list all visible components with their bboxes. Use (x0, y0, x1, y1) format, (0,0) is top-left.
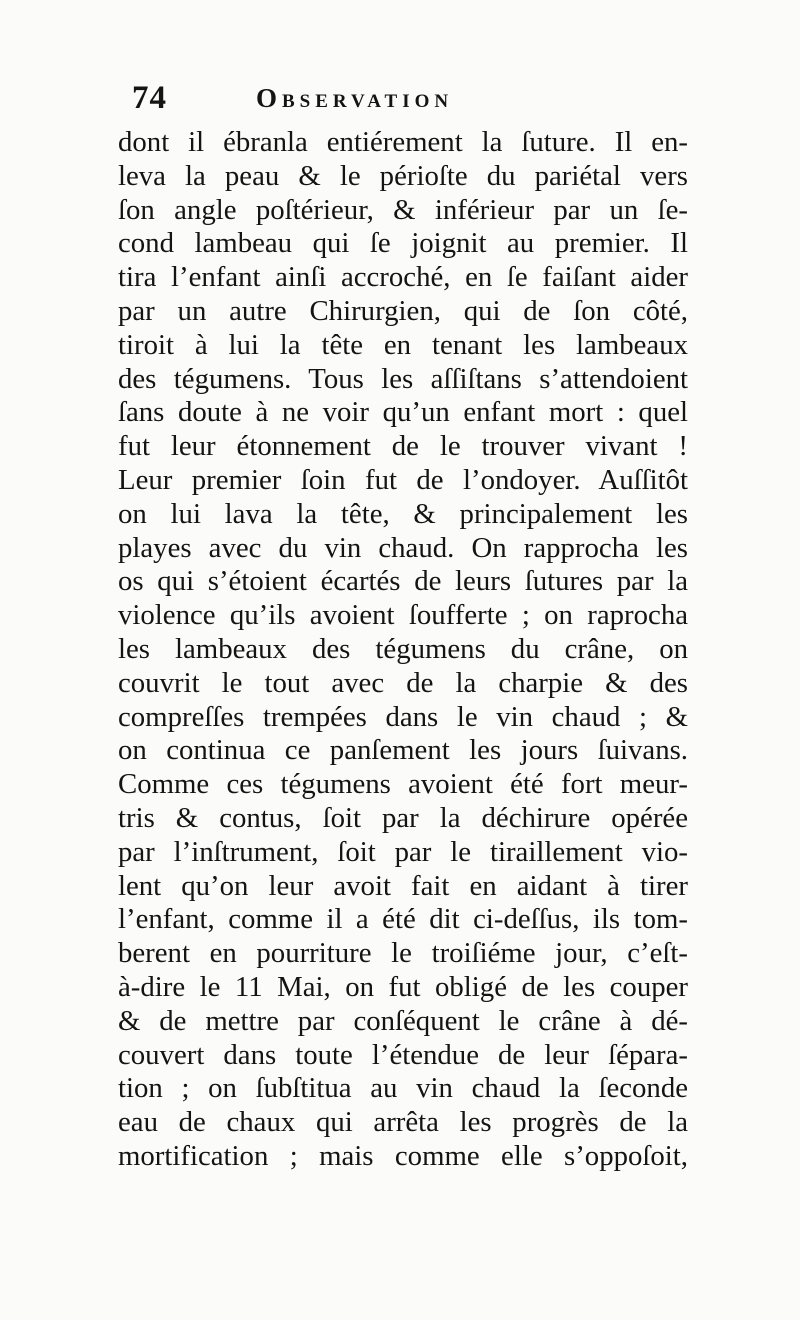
text-line-6: par un autre Chirurgien, qui de ſon côté, (118, 294, 688, 327)
text-line-2: leva la peau & le périoſte du pariétal vers (118, 159, 688, 192)
text-line-15: violence qu’ils avoient ſoufferte ; on raprocha (118, 599, 688, 632)
text-line-7: tiroit à lui la tête en tenant les lambeaux (118, 328, 688, 361)
text-line-1: dont il ébranla entiérement la ſuture. Il en- (118, 126, 688, 158)
text-line-14: os qui s’étoient écartés de leurs ſutures par la (118, 565, 688, 598)
running-head (132, 80, 692, 124)
text-line-24: l’enfant, comme il a été dit ci-deſſus, ils tom- (118, 903, 688, 936)
text-line-27: & de mettre par conſéquent le crâne à dé- (118, 1004, 688, 1037)
text-line-10: fut leur étonnement de le trouver vivant ! (118, 430, 688, 463)
running-title: Observation (256, 83, 454, 113)
text-line-8: des tégumens. Tous les aſſiſtans s’attendoient (118, 362, 688, 395)
text-line-12: on lui lava la tête, & principalement les (118, 497, 688, 530)
text-line-16: les lambeaux des tégumens du crâne, on (118, 632, 688, 665)
text-line-26: à-dire le 11 Mai, on fut obligé de les couper (118, 970, 688, 1003)
text-line-11: Leur premier ſoin fut de l’ondoyer. Auſſitôt (118, 463, 688, 496)
text-line-17: couvrit le tout avec de la charpie & des (118, 666, 688, 699)
text-line-13: playes avec du vin chaud. On rapprocha les (118, 531, 688, 564)
text-line-23: lent qu’on leur avoit fait en aidant à tirer (118, 869, 688, 902)
text-line-31: mortification ; mais comme elle s’oppoſoit, (118, 1139, 688, 1172)
text-line-9: ſans doute à ne voir qu’un enfant mort : quel (118, 396, 688, 429)
text-line-21: tris & contus, ſoit par la déchirure opérée (118, 801, 688, 834)
text-line-25: berent en pourriture le troiſiéme jour, c’eſt- (118, 937, 688, 970)
text-line-4: cond lambeau qui ſe joignit au premier. Il (118, 227, 688, 260)
text-line-20: Comme ces tégumens avoient été fort meur- (118, 768, 688, 801)
page-number: 74 (132, 80, 167, 116)
text-line-3: ſon angle poſtérieur, & inférieur par un ſe- (118, 193, 688, 226)
text-line-18: compreſſes trempées dans le vin chaud ; & (118, 700, 688, 733)
text-line-28: couvert dans toute l’étendue de leur ſépara- (118, 1038, 688, 1071)
text-line-30: eau de chaux qui arrêta les progrès de la (118, 1106, 688, 1139)
text-line-5: tira l’enfant ainſi accroché, en ſe faiſant aider (118, 261, 688, 294)
body-text (118, 126, 688, 1174)
text-line-19: on continua ce panſement les jours ſuivans. (118, 734, 688, 767)
text-line-22: par l’inſtrument, ſoit par le tiraillement vio- (118, 835, 688, 868)
text-line-29: tion ; on ſubſtitua au vin chaud la ſeconde (118, 1072, 688, 1105)
